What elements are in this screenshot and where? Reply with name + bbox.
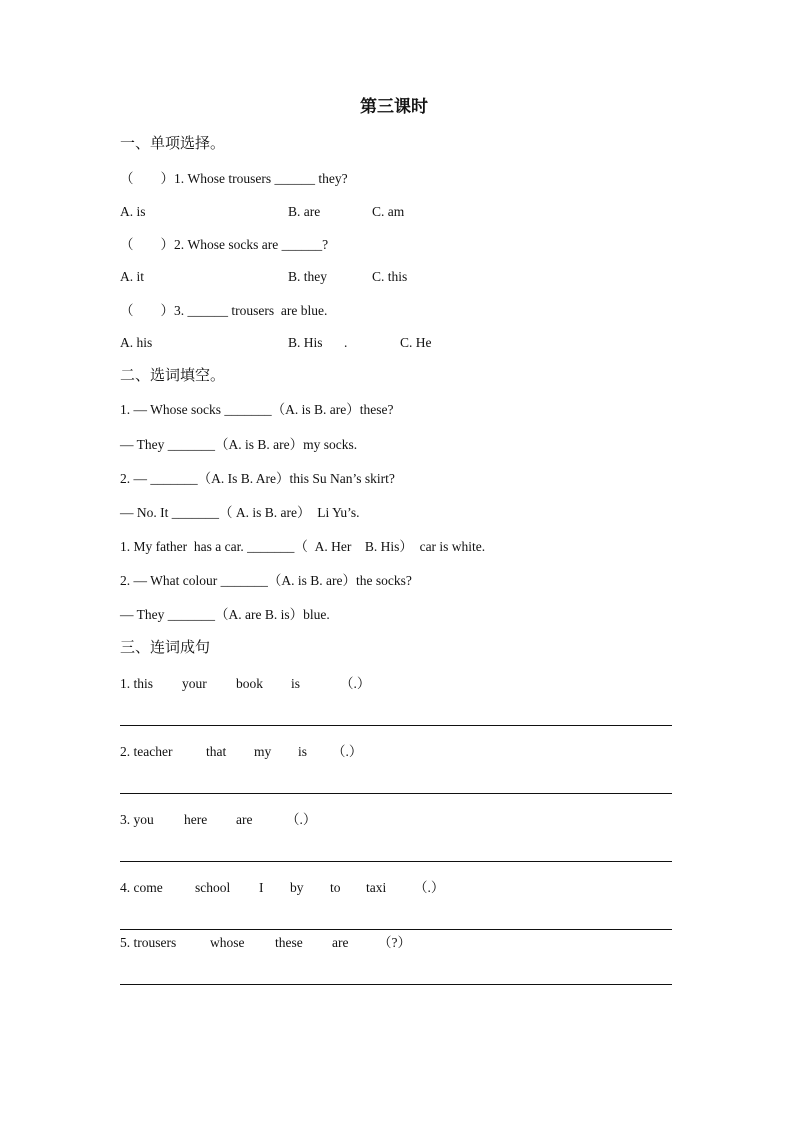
fill-line-3: 2. — _______（A. Is B. Are）this Su Nan’s skirt?	[120, 471, 395, 486]
word: 5. trousers	[120, 935, 177, 950]
question-3-option-b: B. His	[288, 335, 323, 350]
word: are	[332, 935, 349, 950]
word: school	[195, 880, 231, 895]
word: （?）	[378, 935, 411, 950]
word: your	[182, 676, 207, 691]
word: （.）	[286, 812, 317, 827]
question-1-option-b: B. are	[288, 204, 321, 219]
word: here	[184, 812, 208, 827]
question-2-option-b: B. they	[288, 269, 327, 284]
word: （.）	[414, 880, 445, 895]
word: are	[236, 812, 253, 827]
word: my	[254, 744, 272, 759]
word: 3. you	[120, 812, 154, 827]
section-2-heading: 二、选词填空。	[120, 366, 226, 384]
answer-line	[120, 984, 672, 985]
answer-line	[120, 861, 672, 862]
fill-line-6: 2. — What colour _______（A. is B. are）the socks?	[120, 573, 412, 588]
word: is	[291, 676, 301, 691]
word: by	[290, 880, 304, 895]
word: these	[275, 935, 303, 950]
question-3-option-c: C. He	[400, 335, 432, 350]
page-title: 第三课时	[360, 97, 428, 117]
word: whose	[210, 935, 245, 950]
question-3-stem: （ ）3. ______ trousers are blue.	[120, 303, 328, 318]
fill-line-7: — They _______（A. are B. is）blue.	[120, 607, 330, 622]
question-1-option-c: C. am	[372, 204, 405, 219]
word: book	[236, 676, 263, 691]
question-2-option-a: A. it	[120, 269, 145, 284]
word: that	[206, 744, 227, 759]
section-1-heading: 一、单项选择。	[120, 134, 226, 152]
question-1-option-a: A. is	[120, 204, 146, 219]
word: 4. come	[120, 880, 163, 895]
question-3-option-a: A. his	[120, 335, 153, 350]
question-1-stem: （ ）1. Whose trousers ______ they?	[120, 171, 348, 186]
fill-line-5: 1. My father has a car. _______（ A. Her B. His） car is white.	[120, 539, 486, 554]
word: （.）	[332, 744, 363, 759]
word: I	[259, 880, 264, 895]
word: 2. teacher	[120, 744, 173, 759]
word: taxi	[366, 880, 387, 895]
fill-line-4: — No. It _______（ A. is B. are） Li Yu’s.	[120, 505, 360, 520]
answer-line	[120, 929, 672, 930]
section-3-heading: 三、连词成句	[120, 638, 211, 656]
fill-line-1: 1. — Whose socks _______（A. is B. are）these?	[120, 402, 394, 417]
question-2-option-c: C. this	[372, 269, 408, 284]
word: is	[298, 744, 308, 759]
question-3-stray-dot: .	[344, 335, 348, 350]
word: 1. this	[120, 676, 154, 691]
word: （.）	[340, 676, 371, 691]
answer-line	[120, 725, 672, 726]
word: to	[330, 880, 341, 895]
answer-line	[120, 793, 672, 794]
question-2-stem: （ ）2. Whose socks are ______?	[120, 237, 329, 252]
fill-line-2: — They _______（A. is B. are）my socks.	[120, 437, 358, 452]
